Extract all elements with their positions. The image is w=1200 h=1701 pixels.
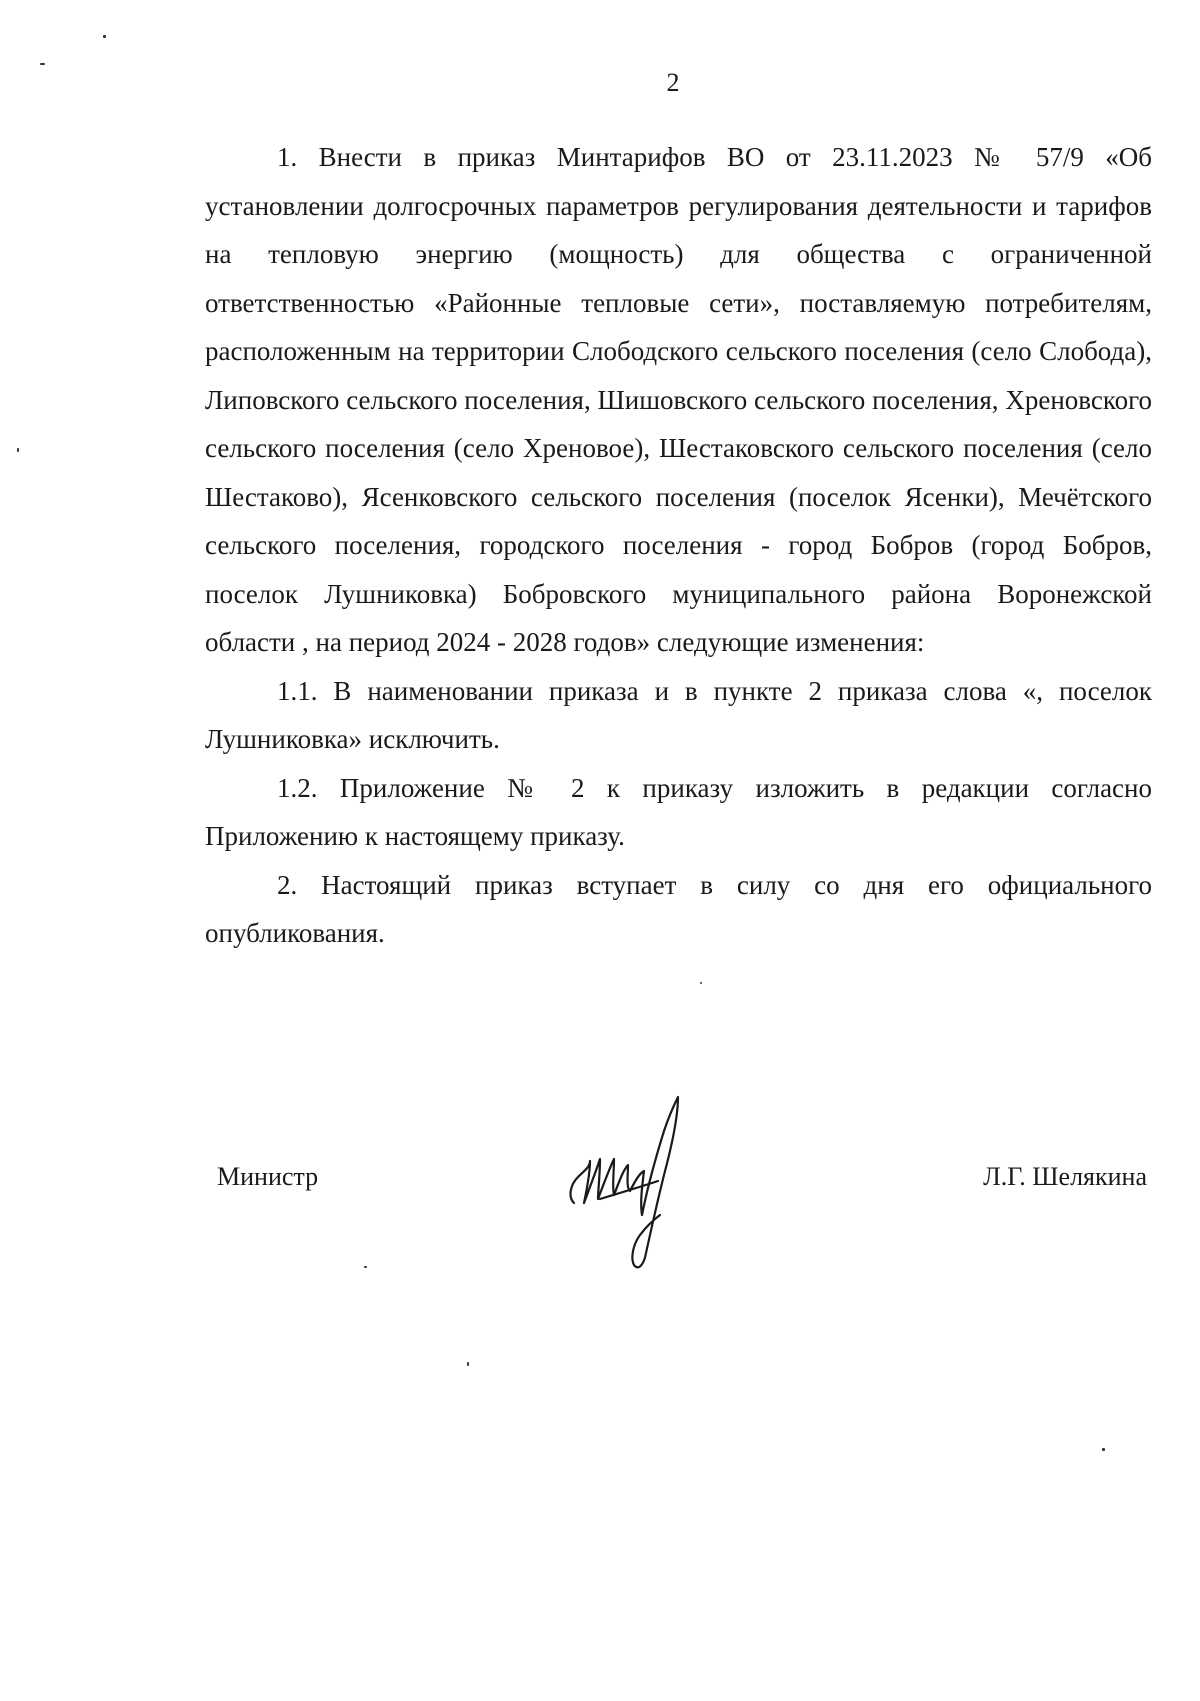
- handwritten-signature: [560, 1075, 720, 1275]
- paragraph-item-1: 1. Внести в приказ Минтарифов ВО от 23.11.2023 № 57/9 «Об установлении долгосрочных параметров регулирования деятельности и тарифов на тепловую энергию (мощность) для общества с ограниченной ответственностью «Районные тепловые сети», поставляемую потребителям, расположенным на территории Слободского сельского поселения (село Слобода), Липовского сельского поселения, Шишовского сельского поселения, Хреновского сельского поселения (село Хреновое), Шестаковского сельского поселения (село Шестаково), Ясенковского сельского поселения (поселок Ясенки), Мечётского сельского поселения, городского поселения - город Бобров (город Бобров, поселок Лушниковка) Бобровского муниципального района Воронежской области , на период 2024 - 2028 годов» следующие изменения:: [205, 142, 1152, 657]
- page-number: 2: [666, 68, 680, 97]
- paragraph-item-1-1: 1.1. В наименовании приказа и в пункте 2 приказа слова «, поселок Лушниковка» исключить.: [205, 675, 1152, 754]
- signatory-title: Министр: [217, 1162, 319, 1191]
- scan-speck: [103, 35, 106, 38]
- paragraph-item-2: 2. Настоящий приказ вступает в силу со дня его официального опубликования.: [205, 869, 1152, 948]
- paragraph-item-1-2: 1.2. Приложение № 2 к приказу изложить в редакции согласно Приложению к настоящему приказу.: [205, 772, 1152, 851]
- scan-speck: [700, 982, 702, 984]
- scan-speck: [17, 448, 19, 452]
- order-body: [205, 133, 1152, 958]
- scan-speck: [40, 63, 45, 65]
- scan-speck: [1102, 1448, 1105, 1451]
- scan-speck: [364, 1266, 367, 1268]
- signatory-name: Л.Г. Шелякина: [983, 1162, 1147, 1191]
- scan-speck: [467, 1362, 469, 1366]
